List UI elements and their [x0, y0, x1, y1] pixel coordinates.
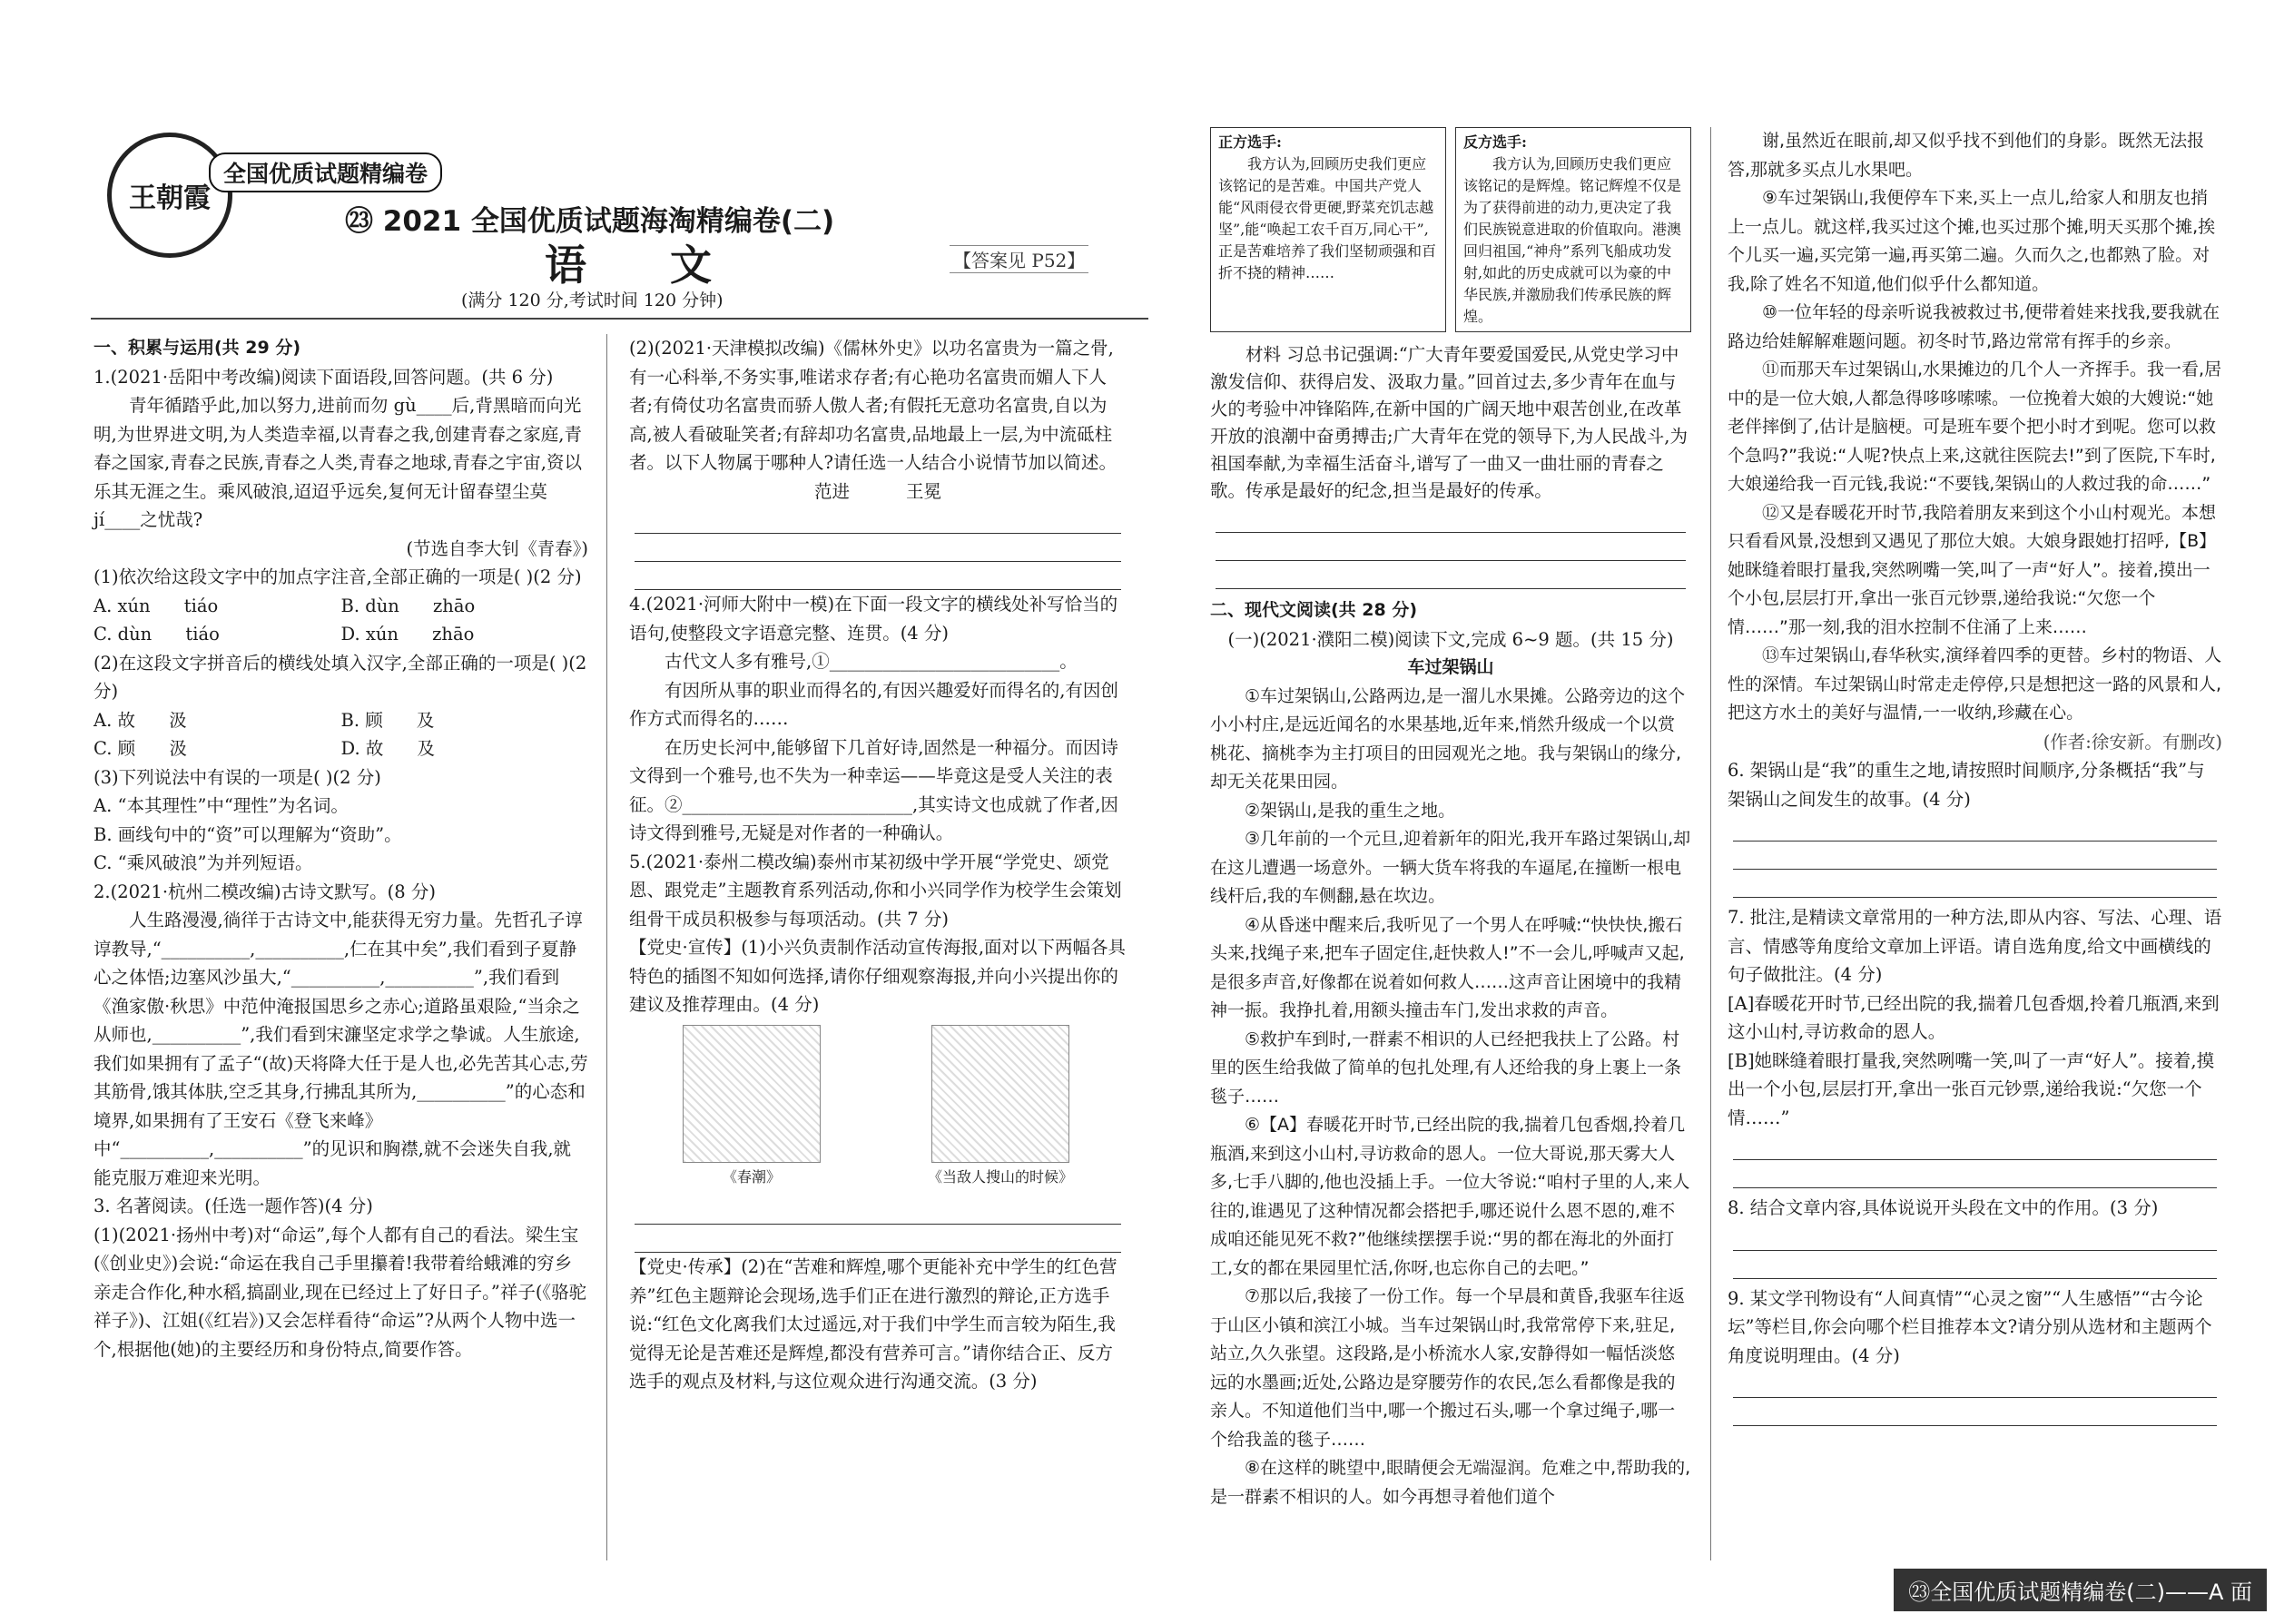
story-paragraph: ⑨车过架锅山,我便停车下来,买上一点儿,给家人和朋友也捎上一点儿。就这样,我买过这个摊,也买过那个摊,明天买那个摊,挨个儿买一遍,买完第一遍,再买第二遍。久而久之,也都熟了脸。对我,除了姓名不知道,他们似乎什么都知道。 [1728, 188, 2216, 294]
question-7-sentence-a: [A]春暖花开时节,已经出院的我,揣着几包香烟,拎着几瓶酒,来到这小山村,寻访救命的恩人。 [1728, 992, 2220, 1042]
story-paragraph: ⑩一位年轻的母亲听说我被救过书,便带着娃来找我,要我就在路边给娃解解难题问题。初冬时节,路边常常有挥手的乡亲。 [1728, 302, 2220, 351]
question-stem: 3. 名著阅读。(任选一题作答)(4 分) [94, 1196, 373, 1216]
paper-number: ㉓ [345, 205, 373, 238]
option-text: C. dùn tiáo [94, 624, 220, 645]
pro-title: 正方选手: [1218, 133, 1282, 151]
question-text: 【党史·宣传】(1)小兴负责制作活动宣传海报,面对以下两幅各具特色的插图不知如何选择,请你仔细观察海报,并向小兴提出你的建议及推荐理由。(4 分) [629, 937, 1127, 1015]
answer-options [94, 734, 588, 763]
passage-text: 古代文人多有雅号,①__________________________。 [665, 651, 1078, 672]
passage-text: 在历史长河中,能够留下几首好诗,固然是一种福分。而因诗文得到一个雅号,也不失为一种幸运——毕竟这是受人关注的表征。②__________________________,其实诗文也成就了作者,因诗文得到雅号,无疑是对作者的一种确认。 [629, 736, 1118, 843]
option-text: A. xún tiáo [94, 595, 219, 616]
answer-line[interactable] [1733, 842, 2217, 870]
story-paragraph: ④从昏迷中醒来后,我听见了一个男人在呼喊:“快快快,搬石头来,找绳子来,把车子固定住,赶快救人!”不一会儿,呼喊声又起,是很多声音,好像都在说着如何救人……这声音让困境中的我精神一振。我挣扎着,用额头撞击车门,发出求救的声音。 [1210, 914, 1685, 1020]
pro-text: 我方认为,回顾历史我们更应该铭记的是苦难。中国共产党人能“风雨侵衣骨更硬,野菜充饥志越坚”,能“唤起工农千百万,同心干”,正是苦难培养了我们坚韧顽强和百折不挠的精神…… [1218, 155, 1437, 281]
answer-line[interactable] [635, 534, 1121, 562]
column-2 [629, 334, 1127, 1396]
con-debater-box [1455, 127, 1691, 332]
passage-text: 青年循踏乎此,加以努力,进前而勿 gù____后,背黑暗而向光明,为世界进文明,为人类造幸福,以青春之我,创建青春之家庭,青春之国家,青春之民族,青春之人类,青春之地球,青春之宇宙,资以乐其无涯之生。乘风破浪,迢迢乎远矣,复何无计留春望尘莫jí____之忧哉? [94, 395, 582, 530]
illustration-caption: 《春潮》 [722, 1167, 781, 1186]
column-4 [1728, 127, 2222, 1426]
option-text: B. 顾 及 [340, 709, 435, 731]
page-footer: ㉓全国优质试题精编卷(二)——A 面 [1894, 1569, 2267, 1611]
woodcut-image [931, 1025, 1069, 1163]
question-text: B. 画线句中的“资”可以理解为“资助”。 [94, 823, 402, 845]
con-title: 反方选手: [1463, 133, 1527, 151]
logo-text: 王朝霞 [129, 182, 211, 214]
answer-line[interactable] [1733, 1398, 2217, 1426]
answer-line[interactable] [635, 1196, 1121, 1225]
question-6: 6. 架锅山是“我”的重生之地,请按照时间顺序,分条概括“我”与架锅山之间发生的故事。(4 分) [1728, 760, 2205, 810]
publisher-logo [107, 133, 232, 258]
header-rule [91, 318, 1148, 320]
answer-line[interactable] [1733, 813, 2217, 842]
author-note: (作者:徐安新。有删改) [2043, 731, 2222, 753]
character-names: 范进 王冕 [814, 480, 941, 502]
answer-line[interactable] [1733, 1223, 2217, 1251]
debate-boxes [1210, 127, 1691, 332]
answer-line[interactable] [1216, 561, 1686, 589]
answer-line[interactable] [1216, 505, 1686, 533]
question-7-sentence-b: [B]她眯缝着眼打量我,突然咧嘴一笑,叫了一声“好人”。接着,摸出一个小包,层层打开,拿出一张百元钞票,递给我说:“欠您一个情……” [1728, 1049, 2215, 1128]
question-8: 8. 结合文章内容,具体说说开头段在文中的作用。(3 分) [1728, 1197, 2159, 1218]
reading-intro: (一)(2021·濮阳二模)阅读下文,完成 6~9 题。(共 15 分) [1227, 628, 1674, 650]
woodcut-image [683, 1025, 821, 1163]
story-paragraph: ⑤救护车到时,一群素不相识的人已经把我扶上了公路。村里的医生给我做了简单的包扎处理,有人还给我的身上裹上一条毯子…… [1210, 1029, 1682, 1107]
answer-line[interactable] [1733, 870, 2217, 898]
story-paragraph: ⑥【A】春暖花开时节,已经出院的我,揣着几包香烟,拎着几瓶酒,来到这小山村,寻访救命的恩人。一位大哥说,那天雾大人多,七手八脚的,他也没插上手。一位大爷说:“咱村子里的人,来人往的,谁遇见了这种情况都会搭把手,哪还说什么恩不恩的,难不成咱还能见死不救?”他继续摆摆手说:“男的都在海北的外面打工,女的都在果园里忙活,你呀,也忘你自己的去吧。” [1210, 1115, 1690, 1278]
option-text: D. xún zhāo [340, 624, 475, 645]
pro-debater-box [1210, 127, 1446, 332]
story-paragraph: 谢,虽然近在眼前,却又似乎找不到他们的身影。既然无法报答,那就多买点儿水果吧。 [1728, 131, 2205, 180]
question-7: 7. 批注,是精读文章常用的一种方法,即从内容、写法、心理、语言、情感等角度给文章加上评语。请自选角度,给文中画横线的句子做批注。(4 分) [1728, 907, 2222, 985]
story-paragraph: ⑪而那天车过架锅山,水果摊边的几个人一齐挥手。我一看,居中的是一位大娘,人都急得哆哆嗦嗦。一位挽着大娘的大嫂说:“她老伴摔倒了,估计是脑梗。可是班车要个把小时才到呢。您可以救个急吗?”我说:“人呢?快点上来,这就往医院去!”到了医院,下车时,大娘递给我一百元钱,我说:“不要钱,架锅山的人救过我的命……” [1728, 359, 2222, 494]
answer-line[interactable] [1733, 1160, 2217, 1188]
story-paragraph: ①车过架锅山,公路两边,是一溜儿水果摊。公路旁边的这个小小村庄,是远近闻名的水果基地,近年来,悄然升级成一个以赏桃花、摘桃李为主打项目的田园观光之地。我与架锅山的缘分,却无关花果田园。 [1210, 685, 1686, 792]
story-paragraph: ③几年前的一个元旦,迎着新年的阳光,我开车路过架锅山,却在这儿遭遇一场意外。一辆大货车将我的车逼尾,在撞断一根电线杆后,我的车侧翻,悬在坎边。 [1210, 829, 1691, 906]
answer-line[interactable] [1733, 1370, 2217, 1398]
column-3 [1210, 127, 1691, 1511]
passage-text: 人生路漫漫,徜徉于古诗文中,能获得无穷力量。先哲孔子谆谆教导,“__________,__________,仁在其中矣”,我们看到子夏静心之体悟;边塞风沙虽大,“__________,__________”,我们看到《渔家傲·秋思》中范仲淹报国思乡之赤心;道路虽艰险,“当余之从师也,__________”,我们看到宋濂坚定求学之挚诚。人生旅途,我们如果拥有了孟子“(故)天将降大任于是人也,必先苦其心志,劳其筋骨,饿其体肤,空乏其身,行拂乱其所为,__________”的心态和境界,如果拥有了王安石《登飞来峰》中“__________,__________”的见识和胸襟,就不会迷失自我,就能克服万难迎来光明。 [94, 910, 588, 1188]
answer-options [94, 592, 588, 621]
question-text: (1)(2021·扬州中考)对“命运”,每个人都有自己的看法。梁生宝(《创业史》)会说:“命运在我自己手里攥着!我带着给蛾滩的穷乡亲走合作化,种水稻,搞副业,现在已经过上了好日子。”祥子(《骆驼祥子》)、江姐(《红岩》)又会怎样看待“命运”?从两个人物中选一个,根据他(她)的主要经历和身份特点,简要作答。 [94, 1224, 587, 1360]
illustration[interactable] [683, 1025, 821, 1192]
illustration-caption: 《当敌人搜山的时候》 [927, 1167, 1073, 1186]
option-text: A. 故 汲 [94, 709, 187, 731]
answer-line[interactable] [635, 506, 1121, 534]
passage-text: 有因所从事的职业而得名的,有因兴趣爱好而得名的,有因创作方式而得名的…… [629, 679, 1118, 729]
option-text: B. dùn zhāo [340, 595, 476, 616]
score-info: (满分 120 分,考试时间 120 分钟) [461, 290, 724, 310]
column-divider [606, 334, 607, 1560]
question-text: (3)下列说法中有误的一项是( )(2 分) [94, 766, 381, 788]
column-divider [1710, 127, 1711, 1560]
question-9: 9. 某文学刊物设有“人间真情”“心灵之窗”“人生感悟”“古今论坛”等栏目,你会向哪个栏目推荐本文?请分别从选材和主题两个角度说明理由。(4 分) [1728, 1287, 2212, 1366]
question-text: (1)依次给这段文字中的加点字注音,全部正确的一项是( )(2 分) [94, 566, 582, 587]
subject-title: 语 文 [545, 241, 731, 290]
section-heading: 一、积累与运用(共 29 分) [94, 338, 301, 358]
answer-reference: 【答案见 P52】 [950, 245, 1088, 273]
source-note: (节选自李大钊《青春》) [406, 537, 588, 559]
option-text: C. 顾 汲 [94, 738, 187, 759]
material-text: 材料 习总书记强调:“广大青年要爱国爱民,从党史学习中激发信仰、获得启发、汲取力量。”回首过去,多少青年在血与火的考验中冲锋陷阵,在新中国的广阔天地中艰苦创业,在改革开放的浪潮中奋勇搏击;广大青年在党的领导下,为人民战斗,为祖国奉献,为幸福生活奋斗,谱写了一曲又一曲壮丽的青春之歌。传承是最好的纪念,担当是最好的传承。 [1210, 344, 1688, 501]
con-text: 我方认为,回顾历史我们更应该铭记的是辉煌。铭记辉煌不仅是为了获得前进的动力,更决定了我们民族锐意进取的价值取向。港澳回归祖国,“神舟”系列飞船成功发射,如此的历史成就可以为豪的中华民族,并激励我们传承民族的辉煌。 [1463, 155, 1682, 325]
story-paragraph: ⑦那以后,我接了一份工作。每一个早晨和黄昏,我驱车往返于山区小镇和滨江小城。当车过架锅山时,我常常停下来,驻足,站立,久久张望。这段路,是小桥流水人家,安静得如一幅恬淡悠远的水墨画;近处,公路边是穿腰劳作的农民,怎么看都像是我的亲人。不知道他们当中,哪一个搬过石头,哪一个拿过绳子,哪一个给我盖的毯子…… [1210, 1286, 1686, 1450]
story-paragraph: ⑧在这样的眺望中,眼睛便会无端湿润。危难之中,帮助我的,是一群素不相识的人。如今再想寻着他们道个 [1210, 1458, 1691, 1507]
answer-line[interactable] [635, 562, 1121, 590]
story-body-continued [1728, 127, 2222, 728]
section-2-heading: 二、现代文阅读(共 28 分) [1210, 600, 1418, 620]
poster-illustrations [629, 1025, 1127, 1192]
option-text: D. 故 及 [340, 738, 436, 759]
answer-line[interactable] [1733, 1132, 2217, 1160]
answer-line[interactable] [1733, 1251, 2217, 1279]
story-body [1210, 683, 1691, 1512]
story-paragraph: ②架锅山,是我的重生之地。 [1245, 800, 1456, 821]
story-paragraph: ⑫又是春暖花开时节,我陪着朋友来到这个小山村观光。本想只看看风景,没想到又遇见了那位大娘。大娘身跟她打招呼,【B】她眯缝着眼打量我,突然咧嘴一笑,叫了一声“好人”。接着,摸出一个小包,层层打开,拿出一张百元钞票,递给我说:“欠您一个情……”那一刻,我的泪水控制不住涌了上来…… [1728, 502, 2217, 637]
answer-options [94, 706, 588, 735]
column-1 [94, 334, 588, 1363]
question-text: A. “本其理性”中“理性”为名词。 [94, 795, 349, 816]
question-text: 【党史·传承】(2)在“苦难和辉煌,哪个更能补充中学生的红色营养”红色主题辩论会现场,选手们正在进行激烈的辩论,正方选手说:“红色文化离我们太过遥远,对于我们中学生而言较为陌生,我觉得无论是苦难还是辉煌,都没有营养可言。”请你结合正、反方选手的观点及材料,与这位观众进行沟通交流。(3 分) [629, 1256, 1117, 1392]
story-title: 车过架锅山 [1407, 657, 1494, 677]
question-text: (2)在这段文字拼音后的横线处填入汉字,全部正确的一项是( )(2 分) [94, 652, 587, 702]
answer-line[interactable] [1216, 533, 1686, 561]
question-text: C. “乘风破浪”为并列短语。 [94, 852, 313, 873]
question-stem: 4.(2021·河师大附中一模)在下面一段文字的横线处补写恰当的语句,使整段文字语意完整、连贯。(4 分) [629, 594, 1118, 644]
illustration[interactable] [928, 1025, 1073, 1192]
answer-line[interactable] [635, 1225, 1121, 1253]
question-stem: 2.(2021·杭州二模改编)古诗文默写。(8 分) [94, 881, 436, 902]
answer-options [94, 620, 588, 649]
story-paragraph: ⑬车过架锅山,春华秋实,演绎着四季的更替。乡村的物语、人性的深情。车过架锅山时常走走停停,只是想把这一路的风景和人,把这方水土的美好与温情,一一收纳,珍藏在心。 [1728, 645, 2222, 723]
series-label: 全国优质试题精编卷 [209, 153, 442, 192]
question-text: (2)(2021·天津模拟改编)《儒林外史》以功名富贵为一篇之骨,有一心科举,不务实事,唯诺求存者;有心艳功名富贵而媚人下人者;有倚仗功名富贵而骄人傲人者;有假托无意功名富贵,自以为高,被人看破耻笑者;有辞却功名富贵,品地最上一层,为中流砥柱者。以下人物属于哪种人?请任选一人结合小说情节加以简述。 [629, 338, 1117, 473]
question-stem: 1.(2021·岳阳中考改编)阅读下面语段,回答问题。(共 6 分) [94, 366, 554, 388]
paper-title-text: 2021 全国优质试题海淘精编卷(二) [382, 205, 835, 238]
question-stem: 5.(2021·泰州二模改编)泰州市某初级中学开展“学党史、颂党恩、跟党走”主题教育系列活动,你和小兴同学作为校学生会策划组骨干成员积极参与每项活动。(共 7 分) [629, 851, 1122, 930]
